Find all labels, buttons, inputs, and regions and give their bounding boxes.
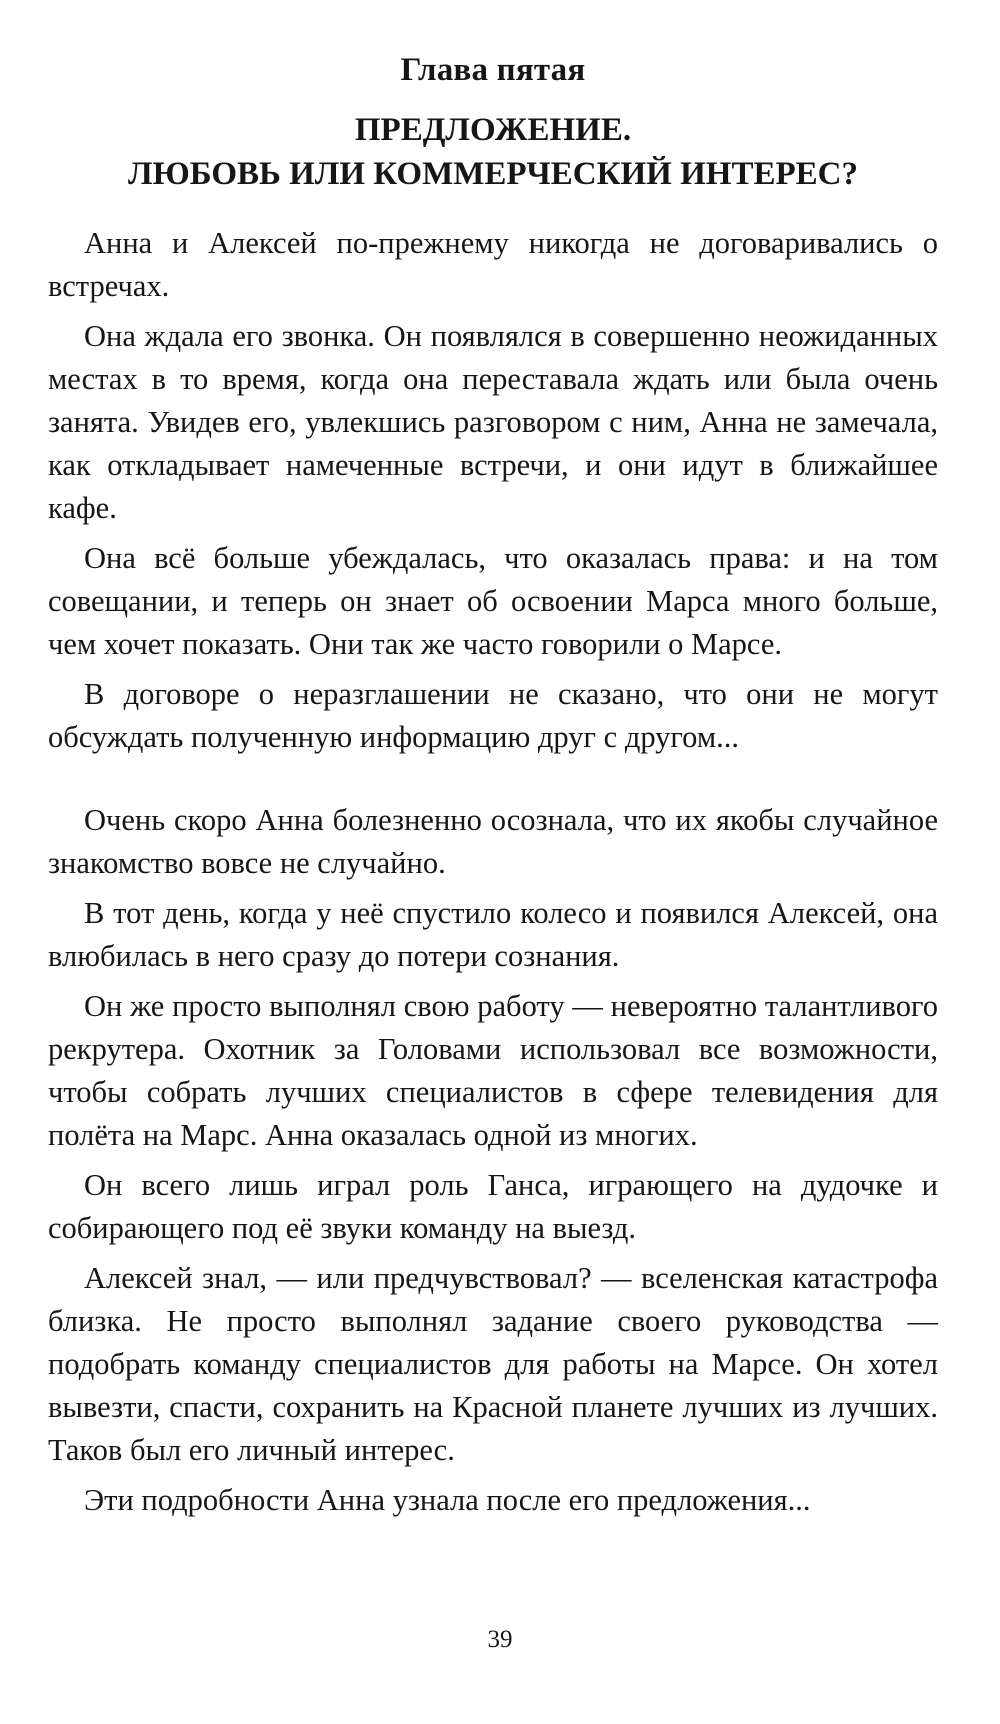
body-text	[48, 222, 938, 1522]
chapter-title	[48, 108, 938, 196]
paragraph: Эти подробности Анна узнала после его предложения...	[84, 1483, 811, 1517]
paragraph: В договоре о неразглашении не сказано, что они не могут обсуждать полученную информацию друг с другом...	[48, 677, 938, 754]
paragraph: Очень скоро Анна болезненно осознала, что их якобы случайное знакомство вовсе не случайно.	[48, 803, 938, 880]
chapter-number: Глава пятая	[400, 52, 586, 88]
paragraph: Он всего лишь играл роль Ганса, играющего на дудочке и собирающего под её звуки команду на выезд.	[48, 1168, 938, 1245]
paragraph: Анна и Алексей по-прежнему никогда не договаривались о встречах.	[48, 226, 938, 303]
paragraph: Она всё больше убеждалась, что оказалась права: и на том совещании, и теперь он знает об освоении Марса много больше, чем хочет показать. Они так же часто говорили о Марсе.	[48, 541, 938, 661]
paragraph: Она ждала его звонка. Он появлялся в совершенно неожиданных местах в то время, когда она переставала ждать или была очень занята. Увидев его, увлекшись разговором с ним, Анна не замечала, как откладывает намеченные встречи, и они идут в ближайшее кафе.	[48, 319, 938, 525]
paragraph: Он же просто выполнял свою работу — невероятно талантливого рекрутера. Охотник за Головами использовал все возможности, чтобы собрать лучших специалистов в сфере телевидения для полёта на Марс. Анна оказалась одной из многих.	[48, 989, 938, 1152]
chapter-title-line-1: ПРЕДЛОЖЕНИЕ.	[354, 112, 632, 148]
page-number: 39	[487, 1626, 513, 1653]
chapter-title-line-2: ЛЮБОВЬ ИЛИ КОММЕРЧЕСКИЙ ИНТЕРЕС?	[128, 156, 858, 192]
book-page	[48, 50, 938, 1529]
paragraph: В тот день, когда у неё спустило колесо и появился Алексей, она влюбилась в него сразу до потери сознания.	[48, 896, 938, 973]
paragraph: Алексей знал, — или предчувствовал? — вселенская катастрофа близка. Не просто выполнял задание своего руководства — подобрать команду специалистов для работы на Марсе. Он хотел вывезти, спасти, сохранить на Красной планете лучших из лучших. Таков был его личный интерес.	[48, 1261, 938, 1467]
